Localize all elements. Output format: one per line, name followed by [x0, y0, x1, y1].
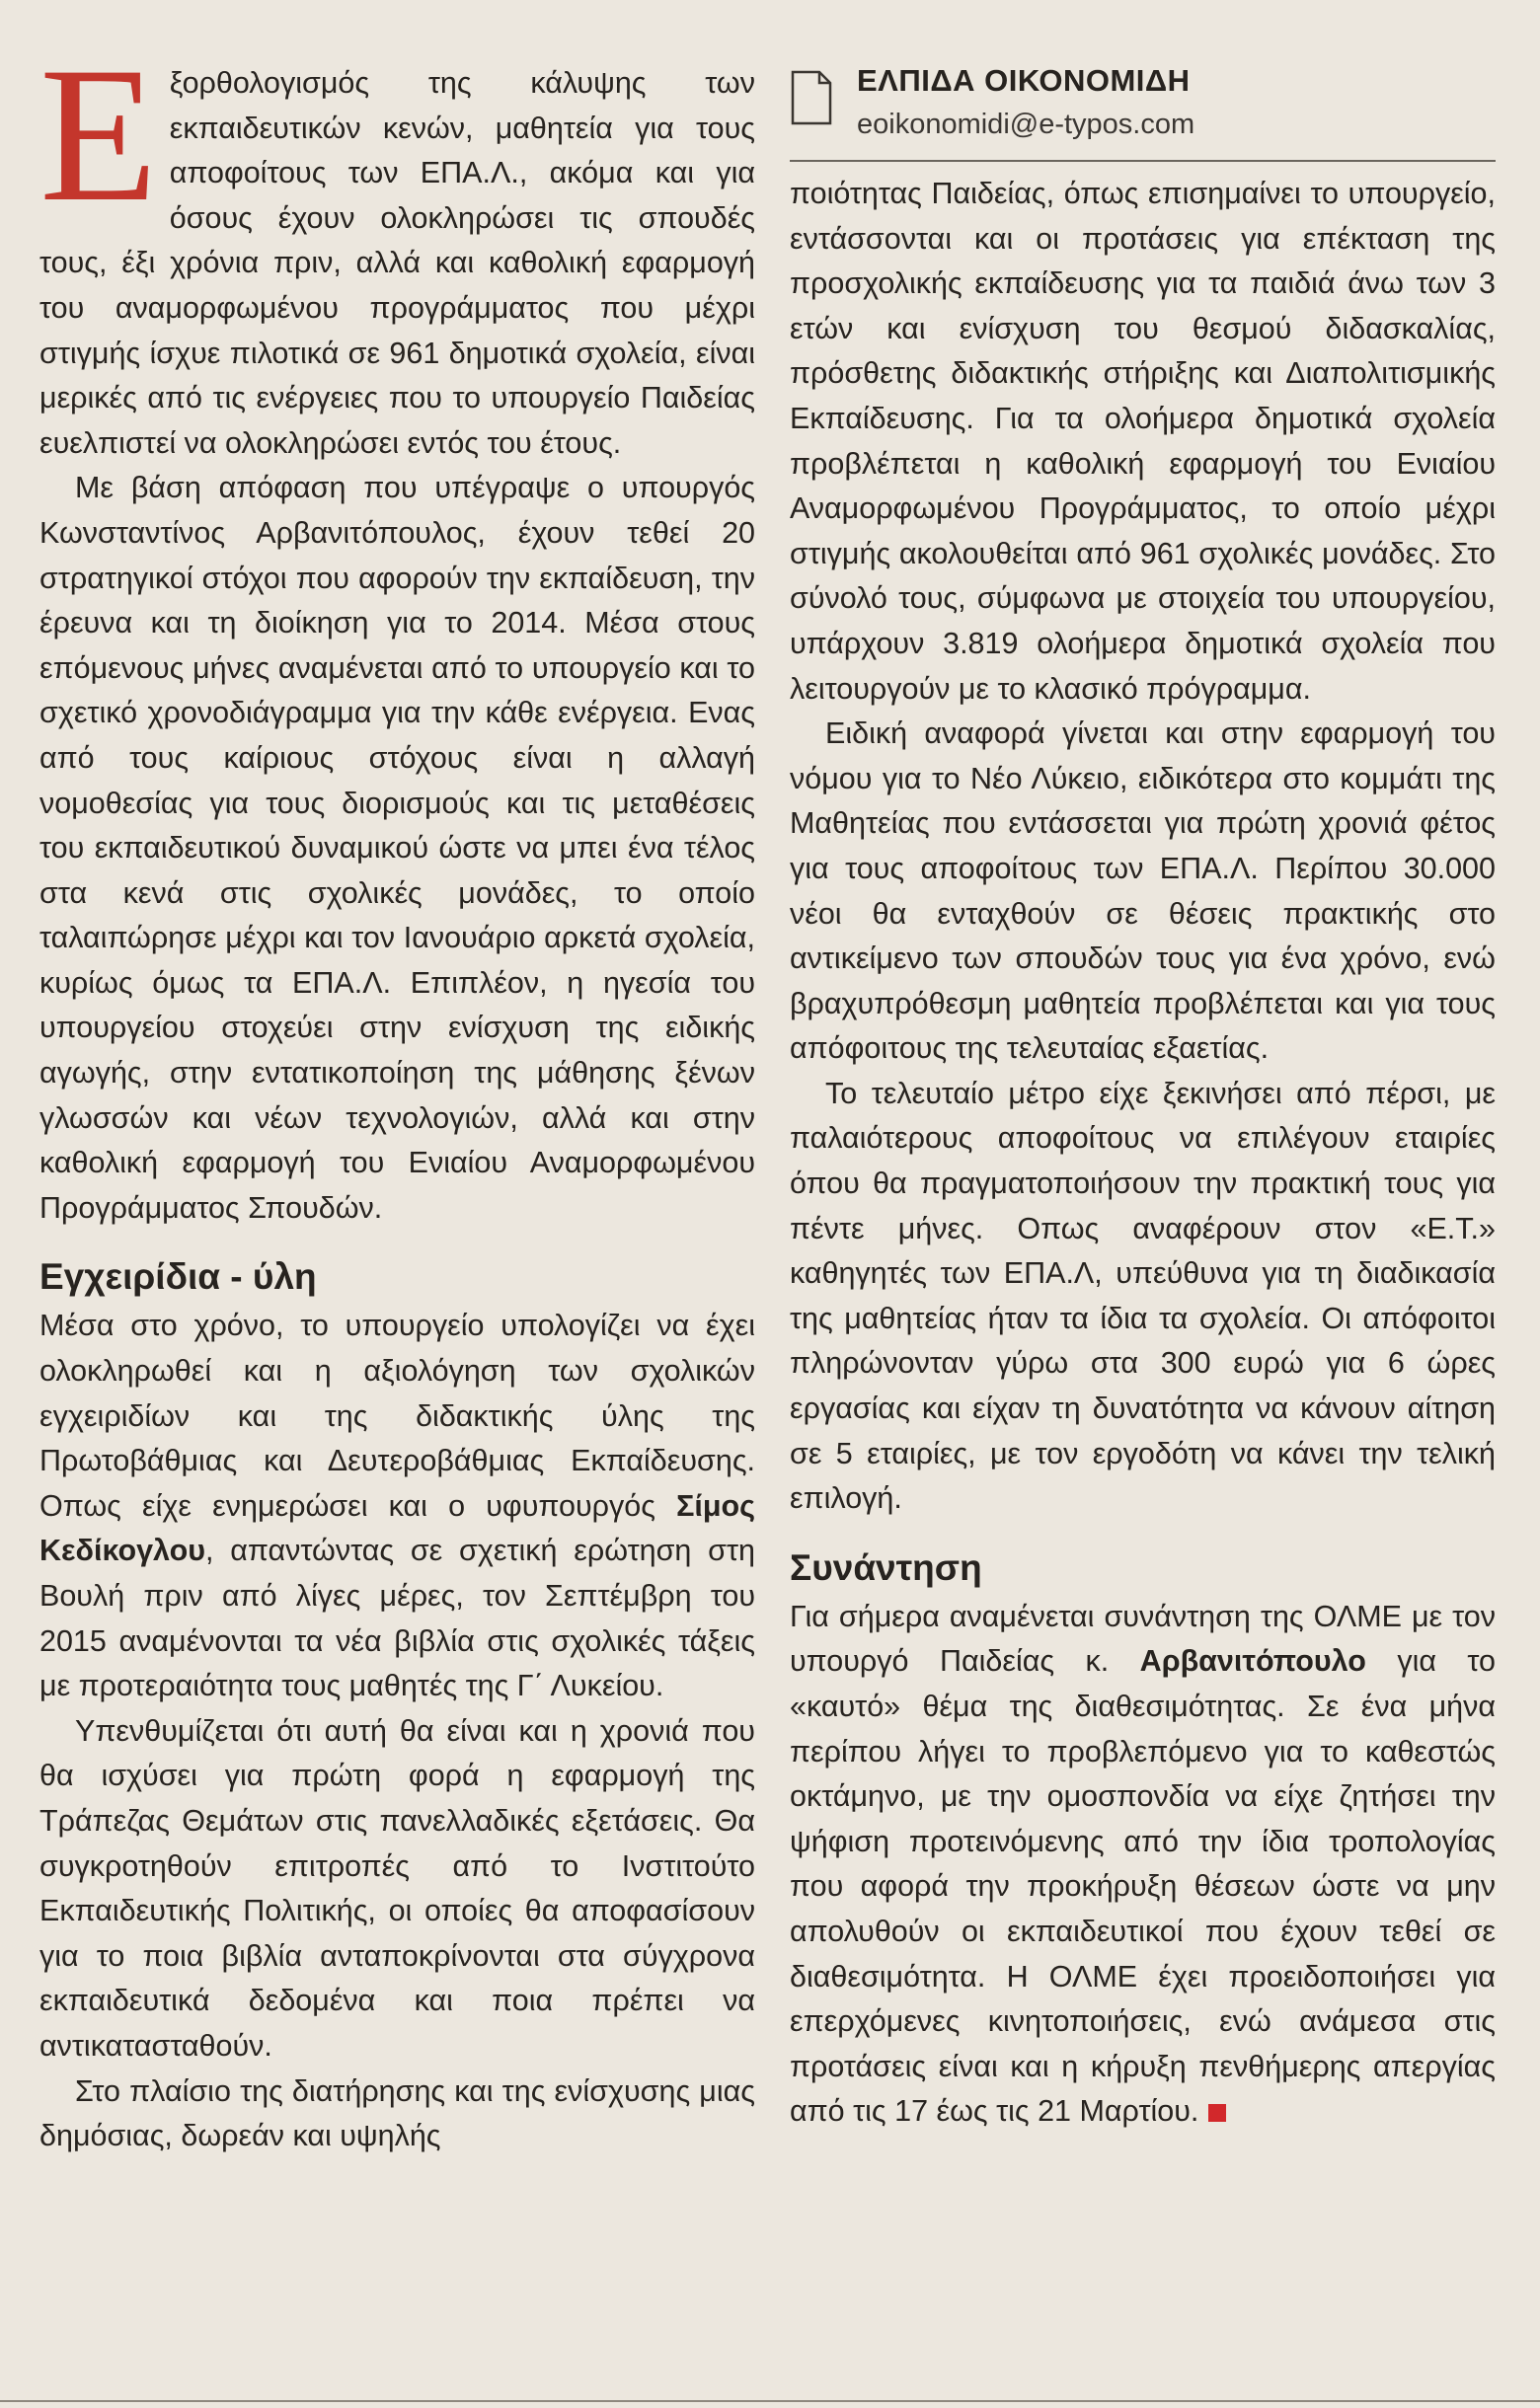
paragraph-8-end: για το «καυτό» θέμα της διαθεσιμότητας. Σε ένα μήνα περίπου λήγει το προβλεπόμενο για το καθεστώς οκτάμηνο, με την ομοσπονδία να είχε ζητήσει την ψήφιση προτεινόμενης από την ίδια τροπολογίας που αφορά την προκήρυξη θέσεων ώστε να μην απολυθούν οι εκπαιδευτικοί που έχουν τεθεί σε διαθεσιμότητα. Η ΟΛΜΕ έχει προειδοποιήσει για επερχόμενες κινητοποιήσεις, ενώ ανάμεσα στις προτάσεις είναι και η κήρυξη πενθήμερης απεργίας από τις 17 έως τις 21 Μαρτίου.	[790, 1644, 1496, 2129]
minister-name: Αρβανιτόπουλο	[1139, 1644, 1366, 1679]
subheading-textbooks: Εγχειρίδια - ύλη	[39, 1256, 317, 1298]
paragraph-6: Ειδική αναφορά γίνεται και στην εφαρμογή του νόμου για το Νέο Λύκειο, ειδικότερα στο κομμάτι της Μαθητείας που εντάσσεται για πρώτη χρονιά φέτος για τους αποφοίτους των ΕΠΑ.Λ. Περίπου 30.000 νέοι θα ενταχθούν σε θέσεις πρακτικής στο αντικείμενο των σπουδών τους για ένα χρόνο, ενώ βραχυπρόθεσμη μαθητεία προβλέπεται και για τους απόφοιτους της τελευταίας εξαετίας.	[790, 716, 1496, 1066]
intro-text: ξορθολογισμός της κάλυψης των εκπαιδευτικών κενών, μαθητεία για τους αποφοίτους των ΕΠΑ.Λ., ακόμα και για όσους έχουν ολοκληρώσει τις σπουδές τους, έξι χρόνια πριν, αλλά και καθολική εφαρμογή του αναμορφωμένου προγράμματος που μέχρι στιγμής ίσχυε πιλοτικά σε 961 δημοτικά σχολεία, είναι μερικές από τις ενέργειες που το υπουργείο Παιδείας ευελπιστεί να ολοκληρώσει εντός του έτους.	[39, 66, 755, 460]
paragraph-8	[790, 1595, 1496, 2135]
drop-cap: Ε	[39, 28, 158, 242]
deputy-minister-name: Σίμος Κεδίκογλου	[39, 1488, 755, 1568]
bottom-rule	[0, 2400, 1540, 2402]
author-name: ΕΛΠΙΔΑ ΟΙΚΟΝΟΜΙΔΗ	[857, 63, 1191, 98]
byline	[790, 61, 1496, 162]
paragraph-7: Το τελευταίο μέτρο είχε ξεκινήσει από πέρσι, με παλαιότερους αποφοίτους να επιλέγουν εταιρίες όπου θα πραγματοποιήσουν την πρακτική τους για πέντε μήνες. Οπως αναφέρουν στον «Ε.Τ.» καθηγητές των ΕΠΑ.Λ, υπεύθυνα για τη διαδικασία της μαθητείας ήταν τα ίδια τα σχολεία. Οι απόφοιτοι πληρώνονταν γύρω στα 300 ευρώ για 6 ώρες εργασίας και είχαν τη δυνατότητα να κάνουν αίτηση σε 5 εταιρίες, με τον εργοδότη να κάνει την τελική επιλογή.	[790, 1076, 1496, 1516]
paragraph-4: Υπενθυμίζεται ότι αυτή θα είναι και η χρονιά που θα ισχύσει για πρώτη φορά η εφαρμογή της Τράπεζας Θεμάτων στις πανελλαδικές εξετάσεις. Θα συγκροτηθούν επιτροπές από το Ινστιτούτο Εκπαιδευτικής Πολιτικής, οι οποίες θα αποφασίσουν για το ποια βιβλία ανταποκρίνονται στα σύγχρονα εκπαιδευτικά δεδομένα και ποια πρέπει να αντικατασταθούν.	[39, 1713, 755, 2063]
paragraph-3-start: Μέσα στο χρόνο, το υπουργείο υπολογίζει να έχει ολοκληρωθεί και η αξιολόγηση των σχολικών εγχειριδίων και της διδακτικής ύλης της Πρωτοβάθμιας και Δευτεροβάθμιας Εκπαίδευσης. Οπως είχε ενημερώσει και ο υφυπουργός	[39, 1309, 755, 1523]
author-email: eoikonomidi@e-typos.com	[857, 109, 1195, 140]
subheading-meeting: Συνάντηση	[790, 1546, 982, 1588]
paragraph-3	[39, 1304, 755, 1708]
paragraph-5-continued: ποιότητας Παιδείας, όπως επισημαίνει το υπουργείο, εντάσσονται και οι προτάσεις για επέκταση της προσχολικής εκπαίδευσης για τα παιδιά άνω των 3 ετών και ενίσχυση του θεσμού διδασκαλίας, πρόσθετης διδακτικής στήριξης και Διαπολιτισμικής Εκπαίδευσης. Για τα ολοήμερα δημοτικά σχολεία προβλέπεται η καθολική εφαρμογή του Ενιαίου Αναμορφωμένου Προγράμματος, το οποίο μέχρι στιγμής ακολουθείται από 961 σχολικές μονάδες. Στο σύνολό τους, σύμφωνα με στοιχεία του υπουργείου, υπάρχουν 3.819 ολοήμερα δημοτικά σχολεία που λειτουργούν με το κλασικό πρόγραμμα.	[790, 177, 1496, 706]
right-column	[790, 61, 1496, 2135]
end-of-article-mark	[1208, 2104, 1226, 2122]
paragraph-5-start: Στο πλαίσιο της διατήρησης και της ενίσχυσης μιας δημόσιας, δωρεάν και υψηλής	[39, 2073, 755, 2153]
left-column	[39, 28, 755, 2159]
paragraph-2: Με βάση απόφαση που υπέγραψε ο υπουργός Κωνσταντίνος Αρβανιτόπουλος, έχουν τεθεί 20 στρατηγικοί στόχοι που αφορούν την εκπαίδευση, την έρευνα και τη διοίκηση για το 2014. Μέσα στους επόμενους μήνες αναμένεται από το υπουργείο και το σχετικό χρονοδιάγραμμα για την κάθε ενέργεια. Ενας από τους καίριους στόχους είναι η αλλαγή νομοθεσίας για τους διορισμούς και τις μεταθέσεις του εκπαιδευτικού δυναμικού ώστε να μπει ένα τέλος στα κενά στις σχολικές μονάδες, το οποίο ταλαιπώρησε μέχρι και τον Ιανουάριο αρκετά σχολεία, κυρίως όμως τα ΕΠΑ.Λ. Επιπλέον, η ηγεσία του υπουργείου στοχεύει στην ενίσχυση της ειδικής αγωγής, στην εντατικοποίηση της μάθησης ξένων γλωσσών και νέων τεχνολογιών, αλλά και στην καθολική εφαρμογή του Ενιαίου Αναμορφωμένου Προγράμματος Σπουδών.	[39, 471, 755, 1225]
intro-paragraph	[39, 28, 755, 466]
paragraph-8-start: Για σήμερα αναμένεται συνάντηση της ΟΛΜΕ με τον υπουργό Παιδείας κ.	[790, 1599, 1496, 1679]
paragraph-3-end: , απαντώντας σε σχετική ερώτηση στη Βουλή πριν από λίγες μέρες, τον Σεπτέμβρη του 2015 αναμένονται τα νέα βιβλία στις σχολικές τάξεις με προτεραιότητα τους μαθητές της Γ΄ Λυκείου.	[39, 1534, 755, 1703]
document-icon	[790, 69, 833, 126]
